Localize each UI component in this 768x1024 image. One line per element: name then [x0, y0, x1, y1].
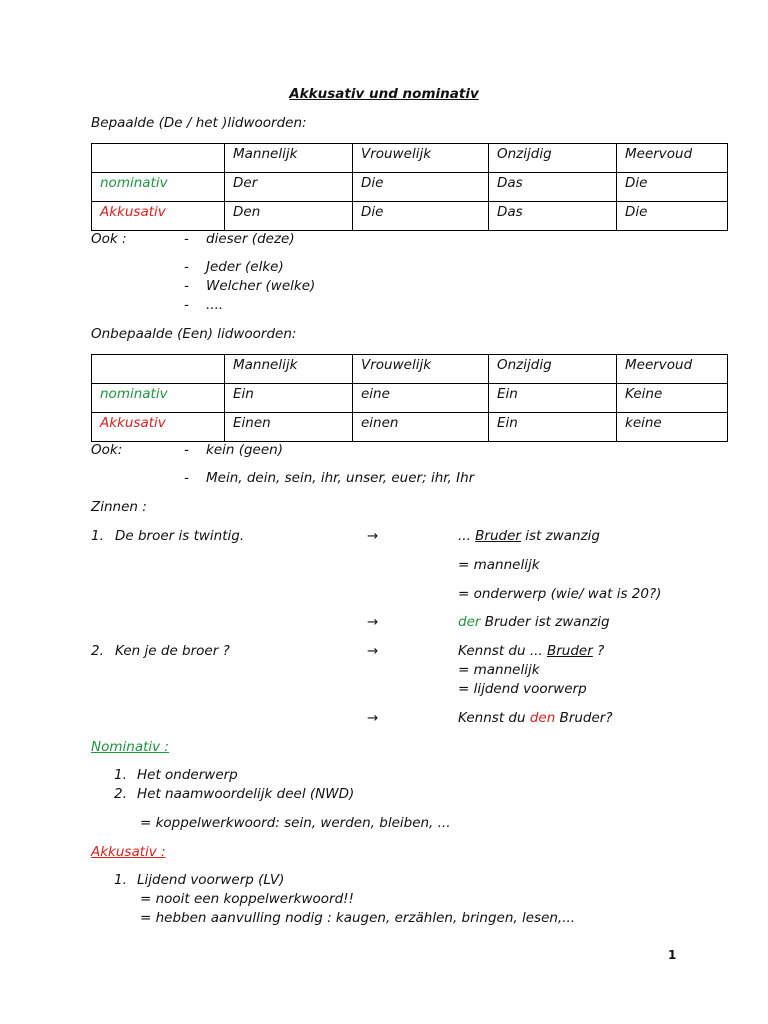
table-cell: Ein — [489, 384, 617, 413]
list-bullet: - — [184, 297, 189, 313]
page-number: 1 — [668, 948, 677, 962]
list-bullet: - — [184, 259, 189, 275]
answer-noun: Bruder — [475, 528, 521, 544]
list-item: Welcher (welke) — [206, 278, 316, 294]
answer-line — [458, 528, 600, 544]
list-item: dieser (deze) — [206, 231, 295, 247]
result-line — [458, 614, 610, 630]
akkusativ-note: = nooit een koppelwerkwoord!! — [140, 891, 354, 907]
table-row — [92, 202, 728, 231]
table-cell: Die — [617, 202, 728, 231]
answer-note: = mannelijk — [458, 557, 540, 573]
answer-note: = mannelijk — [458, 662, 540, 678]
table-cell: Ein — [225, 384, 353, 413]
table-header-row — [92, 355, 728, 384]
table-header-cell: Vrouwelijk — [353, 144, 489, 173]
list-item: Mein, dein, sein, ihr, unser, euer; ihr, Ihr — [206, 470, 475, 486]
table-header-cell: Mannelijk — [225, 355, 353, 384]
section-indefinite-heading: Onbepaalde (Een) lidwoorden: — [91, 326, 297, 342]
row-label-akkusativ: Akkusativ — [92, 413, 225, 442]
table-cell: Keine — [617, 384, 728, 413]
akkusativ-note: = hebben aanvulling nodig : kaugen, erzählen, bringen, lesen,... — [140, 910, 576, 926]
answer-suffix: ist zwanzig — [520, 528, 600, 544]
table-cell: einen — [353, 413, 489, 442]
list-item: Het naamwoordelijk deel (NWD) — [137, 786, 355, 802]
result-prefix: Kennst du — [458, 710, 530, 726]
result-rest: Bruder ist zwanzig — [480, 614, 610, 630]
table-cell: Die — [617, 173, 728, 202]
nominativ-note: = koppelwerkwoord: sein, werden, bleiben, ... — [140, 815, 451, 831]
table-row — [92, 384, 728, 413]
answer-note: = onderwerp (wie/ wat is 20?) — [458, 586, 662, 602]
arrow-icon: → — [367, 643, 379, 659]
table-header-cell: Meervoud — [617, 355, 728, 384]
akkusativ-heading: Akkusativ : — [91, 844, 166, 860]
answer-note: = lijdend voorwerp — [458, 681, 587, 697]
result-line — [458, 710, 613, 726]
result-rest: Bruder? — [555, 710, 613, 726]
table-cell: Die — [353, 202, 489, 231]
answer-suffix: ? — [592, 643, 605, 659]
table-row — [92, 173, 728, 202]
table-header-cell: Meervoud — [617, 144, 728, 173]
list-number: 1. — [114, 767, 127, 783]
row-label-akkusativ: Akkusativ — [92, 202, 225, 231]
nominativ-heading: Nominativ : — [91, 739, 169, 755]
answer-prefix: Kennst du ... — [458, 643, 547, 659]
list-item: Jeder (elke) — [206, 259, 284, 275]
table-cell: Ein — [489, 413, 617, 442]
list-item: Lijdend voorwerp (LV) — [137, 872, 285, 888]
table-cell: Das — [489, 173, 617, 202]
result-article: der — [458, 614, 481, 630]
list-bullet: - — [184, 231, 189, 247]
table-header-row — [92, 144, 728, 173]
section-definite-heading: Bepaalde (De / het )lidwoorden: — [91, 115, 307, 131]
table-header-cell: Mannelijk — [225, 144, 353, 173]
arrow-icon: → — [367, 614, 379, 630]
ook-label: Ook : — [91, 231, 127, 247]
list-item: kein (geen) — [206, 442, 283, 458]
row-label-nominativ: nominativ — [92, 173, 225, 202]
table-cell: keine — [617, 413, 728, 442]
list-bullet: - — [184, 442, 189, 458]
list-item: .... — [206, 297, 224, 313]
table-header-cell — [92, 144, 225, 173]
list-number: 1. — [114, 872, 127, 888]
ook-label: Ook: — [91, 442, 123, 458]
table-cell: Der — [225, 173, 353, 202]
answer-noun: Bruder — [547, 643, 593, 659]
table-cell: Den — [225, 202, 353, 231]
sentence-number: 1. — [91, 528, 104, 544]
definite-articles-table — [91, 143, 728, 231]
sentence-text: Ken je de broer ? — [115, 643, 230, 659]
list-item: Het onderwerp — [137, 767, 238, 783]
table-header-cell — [92, 355, 225, 384]
zinnen-heading: Zinnen : — [91, 499, 147, 515]
arrow-icon: → — [367, 528, 379, 544]
sentence-text: De broer is twintig. — [115, 528, 245, 544]
sentence-number: 2. — [91, 643, 104, 659]
table-cell: eine — [353, 384, 489, 413]
answer-prefix: ... — [458, 528, 476, 544]
list-number: 2. — [114, 786, 127, 802]
table-cell: Die — [353, 173, 489, 202]
list-bullet: - — [184, 278, 189, 294]
arrow-icon: → — [367, 710, 379, 726]
row-label-nominativ: nominativ — [92, 384, 225, 413]
table-cell: Das — [489, 202, 617, 231]
result-article: den — [529, 710, 556, 726]
table-header-cell: Onzijdig — [489, 355, 617, 384]
table-header-cell: Onzijdig — [489, 144, 617, 173]
list-bullet: - — [184, 470, 189, 486]
table-row — [92, 413, 728, 442]
table-cell: Einen — [225, 413, 353, 442]
page-title: Akkusativ und nominativ — [289, 86, 479, 102]
table-header-cell: Vrouwelijk — [353, 355, 489, 384]
indefinite-articles-table — [91, 354, 728, 442]
answer-line — [458, 643, 604, 659]
